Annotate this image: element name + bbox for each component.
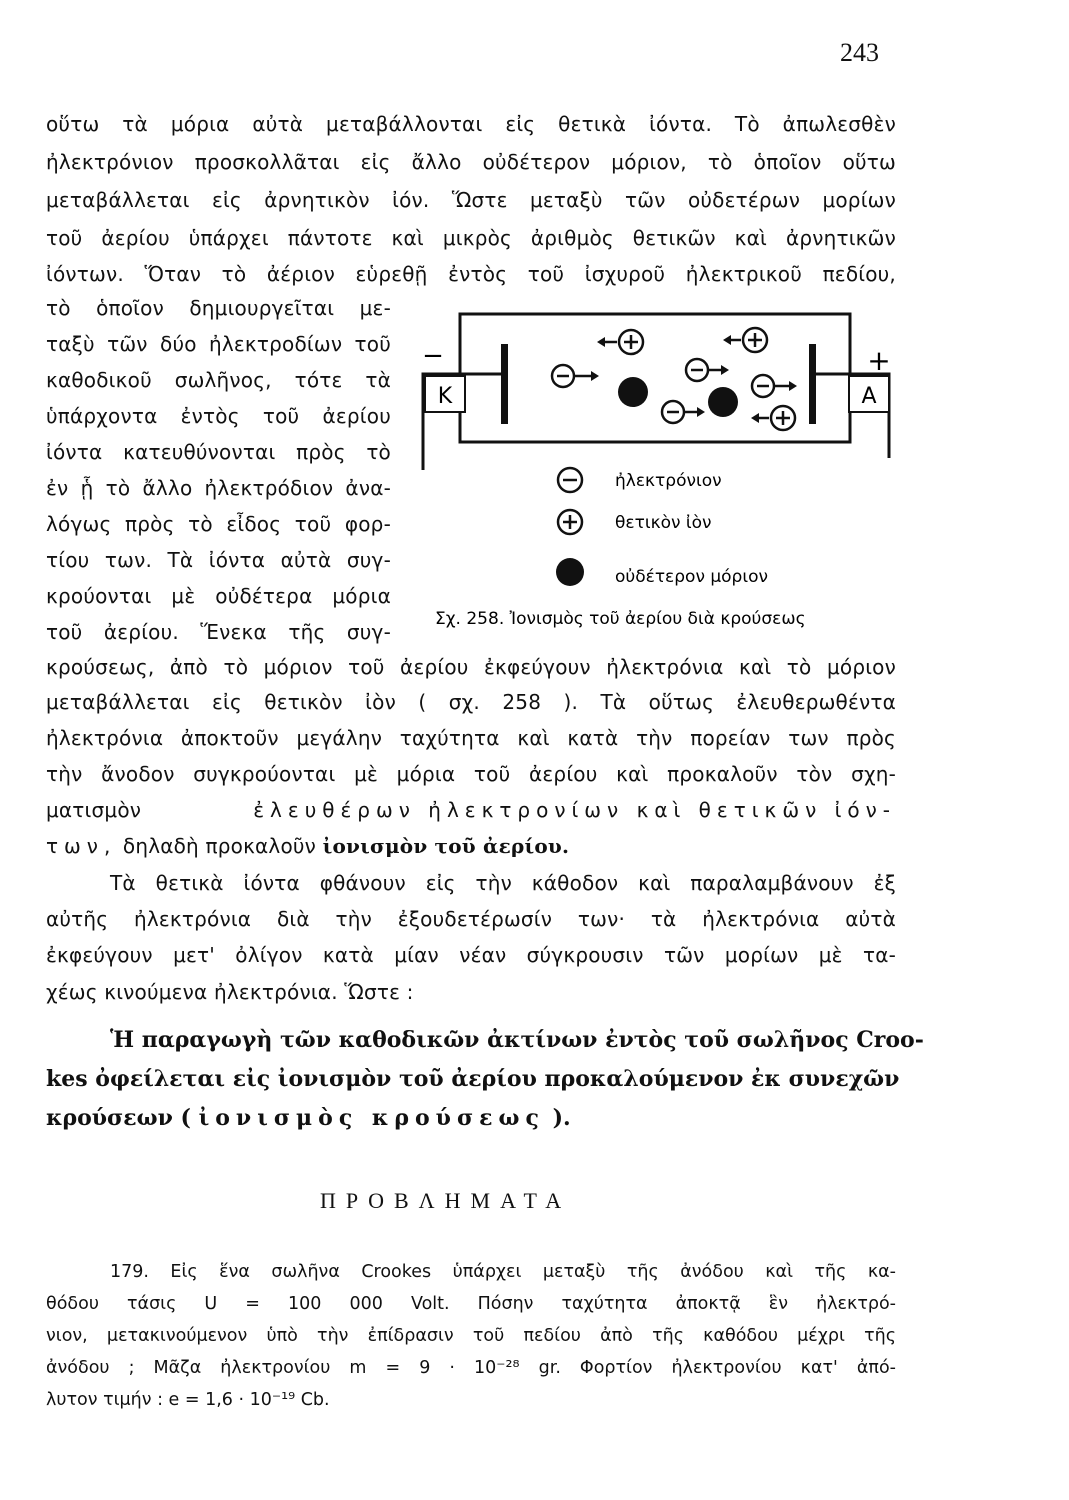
- text-line: ἰόντων. Ὅταν τὸ ἀέριον εὑρεθῇ ἐντὸς τοῦ ἰσχυροῦ ἠλεκτρικοῦ πεδίου,: [46, 262, 896, 286]
- electron-particle: [552, 365, 599, 387]
- text-line: ταξὺ τῶν δύο ἠλεκτροδίων τοῦ: [46, 332, 391, 356]
- text-line: τοῦ ἀερίου. Ἕνεκα τῆς συγ-: [46, 620, 391, 644]
- problem-line: νιον, μετακινούμενον ὑπὸ τὴν ἐπίδρασιν τοῦ πεδίου ἀπὸ τῆς καθόδου μέχρι τῆς: [46, 1326, 896, 1346]
- conclusion-last-start: κρούσεων (: [46, 1105, 191, 1131]
- legend-neutral-molecule-label: οὐδέτερον μόριον: [615, 567, 768, 587]
- problem-line: λυτον τιμήν : e = 1,6 · 10⁻¹⁹ Cb.: [46, 1390, 330, 1410]
- bold-phrase: ἰονισμὸν τοῦ ἀερίου.: [322, 834, 570, 858]
- text-line: μεταβάλλεται εἰς θετικὸν ἰὸν ( σχ. 258 ). Τὰ οὕτως ἐλευθερωθέντα: [46, 690, 896, 714]
- text-line: χέως κινούμενα ἠλεκτρόνια. Ὥστε :: [46, 980, 414, 1004]
- spaced-line-start: ματισμὸν: [46, 798, 142, 822]
- plus-sign: +: [867, 344, 891, 377]
- text-line: ἠλεκτρόνια ἀποκτοῦν μεγάλην ταχύτητα καὶ κατὰ τὴν πορείαν των πρὸς: [46, 726, 896, 750]
- text-line: τὴν ἄνοδον συγκρούονται μὲ μόρια τοῦ ἀερίου καὶ προκαλοῦν τὸν σχη-: [46, 762, 896, 786]
- text-line: λόγως πρὸς τὸ εἶδος τοῦ φορ-: [46, 512, 391, 536]
- problem-line: ἀνόδου ; Μᾶζα ἠλεκτρονίου m = 9 · 10⁻²⁸ gr. Φορτίον ἠλεκτρονίου κατ' ἀπό-: [46, 1358, 896, 1378]
- text-line: κρούονται μὲ οὐδέτερα μόρια: [46, 584, 391, 608]
- legend-positive-ion-label: θετικὸν ἰὸν: [615, 513, 712, 533]
- minus-sign: −: [422, 341, 444, 371]
- electron-particle: [662, 401, 705, 423]
- text-line: ἰόντα κατευθύνονται πρὸς τὸ: [46, 440, 391, 464]
- text-line: ὑπάρχοντα ἐντὸς τοῦ ἀερίου: [46, 404, 391, 428]
- text-line: ἐν ᾗ τὸ ἄλλο ἠλεκτρόδιον ἀνα-: [46, 476, 391, 500]
- positive-ion-particle: [751, 406, 795, 430]
- text-line: τὸ ὁποῖον δημιουργεῖται με-: [46, 296, 391, 320]
- text-line: οὕτω τὰ μόρια αὐτὰ μεταβάλλονται εἰς θετικὰ ἰόντα. Τὸ ἀπωλεσθὲν: [46, 112, 896, 136]
- electron-particle: [686, 359, 729, 381]
- problem-line: θόδου τάσις U = 100 000 Volt. Πόσην ταχύτητα ἀποκτᾷ ἓν ἠλεκτρό-: [46, 1294, 896, 1314]
- spaced-end: των,: [46, 834, 117, 858]
- neutral-molecule-particle: [618, 377, 648, 407]
- anode-label: A: [861, 384, 877, 409]
- figure-caption: Σχ. 258. Ἰονισμὸς τοῦ ἀερίου διὰ κρούσεως: [435, 609, 806, 629]
- spaced-terms: ἐλευθέρων ἠλεκτρονίων καὶ θετικῶν ἰόν-: [253, 798, 896, 822]
- conclusion-line: Ἡ παραγωγὴ τῶν καθοδικῶν ἀκτίνων ἐντὸς τοῦ σωλῆνος Croo-: [110, 1027, 924, 1053]
- legend-electron-label: ἠλεκτρόνιον: [615, 471, 722, 491]
- tail-text: δηλαδὴ προκαλοῦν: [122, 834, 317, 858]
- conclusion-line: [46, 1105, 571, 1131]
- conclusion-last-end: ).: [552, 1105, 571, 1131]
- text-line: Τὰ θετικὰ ἰόντα φθάνουν εἰς τὴν κάθοδον καὶ παραλαμβάνουν ἐξ: [110, 871, 896, 895]
- legend-positive-ion-symbol: [558, 510, 582, 534]
- legend-neutral-molecule-symbol: [556, 558, 584, 586]
- positive-ion-particle: [723, 328, 767, 352]
- figure-ionization-diagram: [405, 300, 905, 640]
- text-line: ἠλεκτρόνιον προσκολλᾶται εἰς ἄλλο οὐδέτερον μόριον, τὸ ὁποῖον οὕτω: [46, 150, 896, 174]
- legend-electron-symbol: [558, 468, 582, 492]
- conclusion-line: kes ὀφείλεται εἰς ἰονισμὸν τοῦ ἀερίου προκαλούμενον ἐκ συνεχῶν: [46, 1066, 900, 1092]
- cathode-plate: [501, 344, 508, 424]
- anode-plate: [809, 344, 816, 424]
- text-line: καθοδικοῦ σωλῆνος, τότε τὰ: [46, 368, 391, 392]
- problems-title: ΠΡΟΒΛΗΜΑΤΑ: [320, 1188, 572, 1213]
- positive-ion-particle: [597, 330, 643, 354]
- text-line: ἐκφεύγουν μετ' ὀλίγον κατὰ μίαν νέαν σύγκρουσιν τῶν μορίων μὲ τα-: [46, 943, 896, 967]
- cathode-label: K: [437, 384, 453, 409]
- text-line-spaced: [46, 798, 896, 822]
- page-number: 243: [840, 38, 879, 67]
- electron-particle: [752, 375, 797, 397]
- text-line: τίου των. Τὰ ἰόντα αὐτὰ συγ-: [46, 548, 391, 572]
- text-line: τοῦ ἀερίου ὑπάρχει πάντοτε καὶ μικρὸς ἀριθμὸς θετικῶν καὶ ἀρνητικῶν: [46, 226, 896, 250]
- neutral-molecule-particle: [708, 387, 738, 417]
- problem-line: 179. Εἰς ἕνα σωλῆνα Crookes ὑπάρχει μεταξὺ τῆς ἀνόδου καὶ τῆς κα-: [110, 1262, 896, 1282]
- conclusion-last-spaced: ἰονισμὸς κρούσεως: [198, 1105, 545, 1131]
- text-line: [46, 834, 569, 858]
- text-line: κρούσεως, ἀπὸ τὸ μόριον τοῦ ἀερίου ἐκφεύγουν ἠλεκτρόνια καὶ τὸ μόριον: [46, 655, 896, 679]
- text-line: μεταβάλλεται εἰς ἀρνητικὸν ἰόν. Ὥστε μεταξὺ τῶν οὐδετέρων μορίων: [46, 188, 896, 212]
- text-line: αὐτῆς ἠλεκτρόνια διὰ τὴν ἐξουδετέρωσίν των· τὰ ἠλεκτρόνια αὐτὰ: [46, 907, 896, 931]
